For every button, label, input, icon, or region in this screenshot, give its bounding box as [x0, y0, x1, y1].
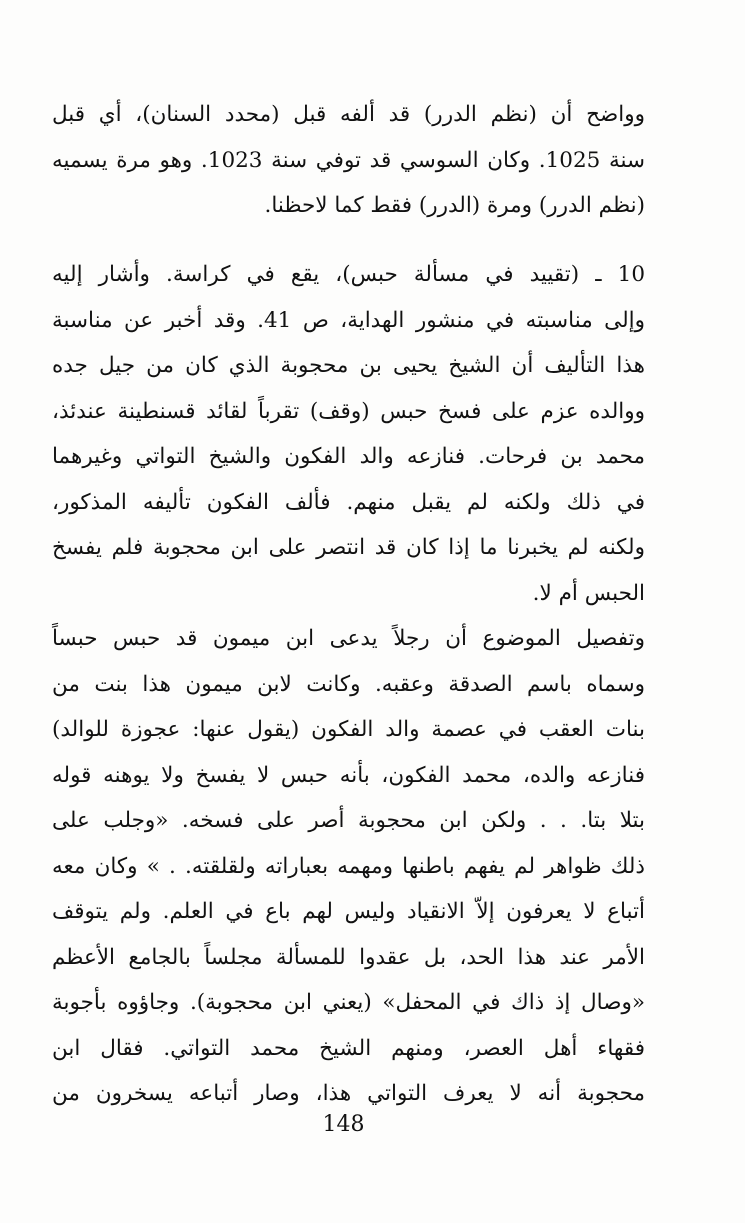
paragraph-3 — [52, 616, 645, 1117]
text-line: وإلى مناسبته في منشور الهداية، ص 41. وقد أخبر عن مناسبة — [52, 307, 645, 333]
text-line: بتلا بتا. . . ولكن ابن محجوبة أصر على فسخه. «وجلب على — [52, 808, 645, 833]
text-line: ذلك ظواهر لم يفهم باطنها ومهمه بعباراته ولقلقته. . » وكان معه — [52, 853, 645, 879]
text-line: محمد بن فرحات. فنازعه والد الفكون والشيخ التواتي وغيرهما — [52, 444, 645, 469]
text-line: وسماه باسم الصدقة وعقبه. وكانت لابن ميمون هذا بنت من — [52, 671, 645, 697]
text-line: 10 ـ (تقييد في مسألة حبس)، يقع في كراسة. وأشار إليه — [52, 262, 645, 287]
text-line: وواضح أن (نظم الدرر) قد ألفه قبل (محدد السنان)، أي قبل — [52, 102, 645, 127]
paragraph-1 — [52, 92, 645, 229]
text-line: سنة 1025. وكان السوسي قد توفي سنة 1023. وهو مرة يسميه — [52, 147, 645, 173]
text-line: (نظم الدرر) ومرة (الدرر) فقط كما لاحظنا. — [264, 193, 645, 218]
text-line: «وصال إذ ذاك في المحفل» (يعني ابن محجوبة). وجاؤوه بأجوبة — [52, 990, 645, 1015]
page-number: 148 — [322, 1112, 365, 1137]
text-line: الأمر عند هذا الحد، بل عقدوا للمسألة مجلساً بالجامع الأعظم — [52, 944, 645, 970]
text-line: الحبس أم لا. — [532, 580, 645, 606]
text-line: ولكنه لم يخبرنا ما إذا كان قد انتصر على ابن محجوبة فلم يفسخ — [52, 535, 645, 560]
paragraph-2 — [52, 252, 645, 616]
text-line: ووالده عزم على فسخ حبس (وقف) تقرباً لقائد قسنطينة عندئذ، — [52, 398, 645, 424]
text-line: في ذلك ولكنه لم يقبل منهم. فألف الفكون تأليفه المذكور، — [52, 489, 645, 515]
text-line: محجوبة أنه لا يعرف التواتي هذا، وصار أتباعه يسخرون من — [52, 1081, 645, 1106]
text-line: فنازعه والده، محمد الفكون، بأنه حبس لا يفسخ ولا يوهنه قوله — [52, 762, 645, 788]
text-line: أتباع لا يعرفون إلاّ الانقياد وليس لهم باع في العلم. ولم يتوقف — [52, 899, 645, 924]
text-line: وتفصيل الموضوع أن رجلاً يدعى ابن ميمون قد حبس حبساً — [52, 626, 645, 651]
text-line: فقهاء أهل العصر، ومنهم الشيخ محمد التواتي. فقال ابن — [52, 1035, 645, 1061]
text-line: بنات العقب في عصمة والد الفكون (يقول عنها: عجوزة للوالد) — [52, 717, 645, 742]
text-line: هذا التأليف أن الشيخ يحيى بن محجوبة الذي كان من جيل جده — [52, 353, 645, 378]
